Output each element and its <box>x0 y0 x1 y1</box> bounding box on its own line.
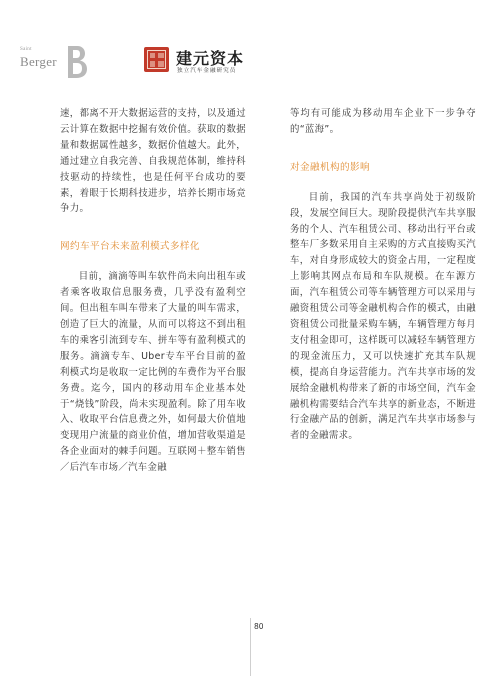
brand-subtitle: 独立汽车金融研究员 <box>177 68 237 74</box>
brand-name-text: Berger <box>20 54 57 69</box>
right-column <box>290 106 476 444</box>
section-heading-financial-institutions: 对金融机构的影响 <box>290 161 370 173</box>
brand-b-icon <box>66 45 88 79</box>
berger-logo <box>20 45 94 81</box>
section-heading-ride-hailing-profit: 网约车平台未来盈利模式多样化 <box>60 241 200 253</box>
brand-title: 建元资本 <box>176 49 245 68</box>
left-column <box>60 106 246 476</box>
red-seal-logo <box>144 47 169 72</box>
right-paragraph-2: 目前，我国的汽车共享尚处于初级阶段，发展空间巨大。现阶段提供汽车共享服务的个人、汽车租赁公司、移动出行平台或整车厂多数采用自主采购的方式直接购买汽车，对自身形成较大的资金占用，一定程度上影响其网点布局和车队规模。在车源方面，汽车租赁公司等车辆管理方可以采用与融资租赁公司等金融机构合作的模式，由融资租赁公司批量采购车辆，车辆管理方每月支付租金即可，这样既可以减轻车辆管理方的现金流压力，又可以快速扩充其车队规模，提高自身运营能力。汽车共享市场的发展给金融机构带来了新的市场空间，汽车金融机构需要结合汽车共享的新业态，不断进行金融产品的创新，满足汽车共享市场参与者的金融需求。 <box>290 191 476 442</box>
page-number: 80 <box>254 622 264 631</box>
brand-small-text: Saint <box>20 47 32 52</box>
footer-divider <box>250 618 251 676</box>
left-paragraph-1: 速，都离不开大数据运营的支持，以及通过云计算在数据中挖掘有效价值。获取的数据量和数据属性越多，数据价值越大。此外，通过建立自我完善、自我规范体制，维持科技驱动的持续性，也是任何平台成功的要素，着眼于长期科技进步，培养长期市场竞争力。 <box>60 108 246 215</box>
left-paragraph-2: 目前，滴滴等叫车软件尚未向出租车或者乘客收取信息服务费，几乎没有盈利空间。但出租车叫车带来了大量的叫车需求，创造了巨大的流量，从而可以将这不到出租车的乘客引流到专车、拼车等有盈利模式的服务。滴滴专车、Uber专车平台目前的盈利模式均是收取一定比例的车费作为平台服务费。迄今，国内的移动用车企业基本处于“烧钱”阶段，尚未实现盈利。除了用车收入、收取平台信息费之外，如何最大价值地变现用户流量的商业价值，增加营收渠道是各企业面对的棘手问题。互联网＋整车销售／后汽车市场／汽车金融 <box>60 271 246 474</box>
right-paragraph-1: 等均有可能成为移动用车企业下一步争夺的“蓝海”。 <box>290 108 476 135</box>
